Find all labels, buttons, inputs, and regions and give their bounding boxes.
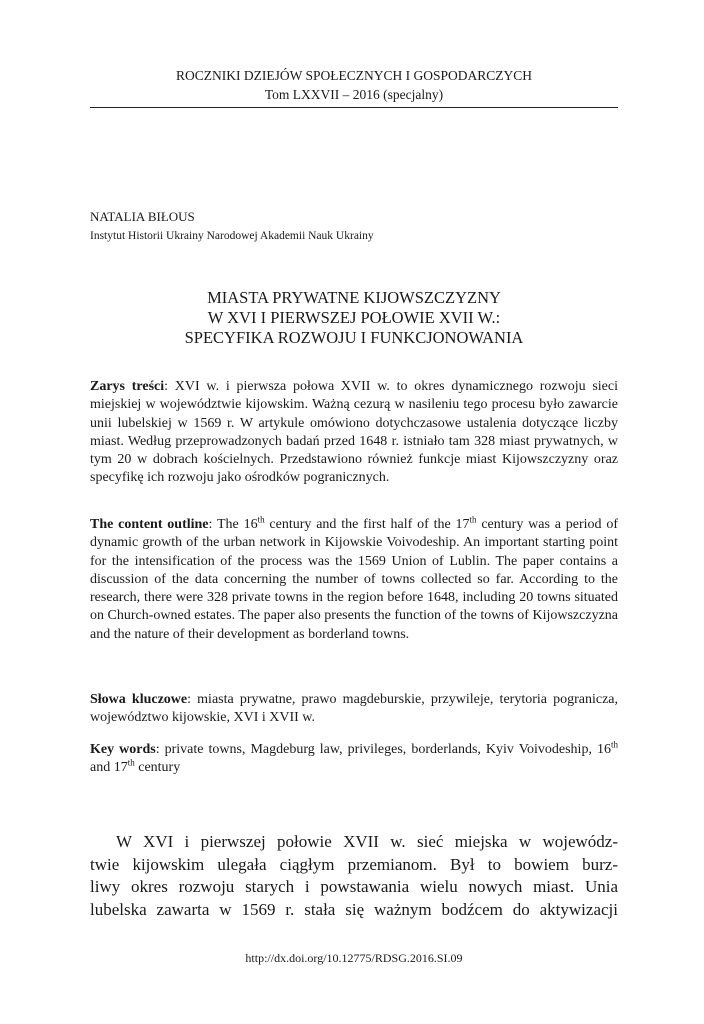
abstract-polish-label: Zarys treści <box>90 379 165 394</box>
title-line-1: MIASTA PRYWATNE KIJOWSZCZYZNY <box>207 288 501 307</box>
abstract-english-text: : The 16 <box>208 517 258 532</box>
author-affiliation: Instytut Historii Ukrainy Narodowej Akademii Nauk Ukrainy <box>90 230 374 242</box>
abstract-english-text: century was a period of dynamic growth of the urban network in Kijowskie Voivodeship. An important starting point for the intensification of the process was the 1569 Union of Lublin. The paper contains a discussion of the data concerning the number of towns collected so far. According to the research, there were 328 private towns in the region before 1648, including 20 towns situated on Church-owned estates. The paper also presents the function of the towns of Kijowszczyzna and the nature of their development as borderland towns. <box>90 517 619 642</box>
doi-link[interactable]: http://dx.doi.org/10.12775/RDSG.2016.SI.09 <box>245 951 463 965</box>
keywords-polish <box>90 691 618 728</box>
body-line: lubelska zawarta w 1569 r. stała się ważnym bodźcem do aktywizacji <box>90 899 618 919</box>
abstract-polish <box>90 378 618 488</box>
volume-info: Tom LXXVII – 2016 (specjalny) <box>264 87 444 102</box>
superscript: th <box>469 514 477 525</box>
keywords-polish-text: : miasta prywatne, prawo magdeburskie, przywileje, terytoria pogranicza, województwo kijowskie, XVI i XVII w. <box>90 692 619 726</box>
abstract-english <box>90 516 618 644</box>
keywords-polish-label: Słowa kluczowe <box>90 692 188 707</box>
body-line: twie kijowskim ulegała ciągłym przemianom. Był to bowiem burz- <box>90 854 618 874</box>
keywords-english-text: and 17 <box>90 760 128 776</box>
superscript: th <box>257 514 265 525</box>
body-line: W XVI i pierwszej połowie XVII w. sieć miejska w wojewódz- <box>116 832 618 851</box>
author-name: NATALIA BIŁOUS <box>90 209 195 224</box>
title-line-3: SPECYFIKA ROZWOJU I FUNKCJONOWANIA <box>184 328 524 347</box>
keywords-english-label: Key words <box>90 742 156 757</box>
abstract-english-text: century and the first half of the 17 <box>264 517 470 532</box>
superscript: th <box>610 739 618 750</box>
article-title <box>90 288 618 348</box>
keywords-english <box>90 741 618 778</box>
journal-header <box>90 66 618 104</box>
keywords-english-text: : private towns, Magdeburg law, privileges, borderlands, Kyiv Voivodeship, 16 <box>155 742 611 757</box>
header-rule <box>90 107 618 108</box>
abstract-english-label: The content outline <box>90 517 209 532</box>
title-line-2: W XVI I PIERWSZEJ POŁOWIE XVII W.: <box>207 308 501 327</box>
body-paragraph <box>90 831 618 921</box>
superscript: th <box>127 757 135 768</box>
body-line: liwy okres rozwoju starych i powstawania wielu nowych miast. Unia <box>90 877 618 896</box>
journal-name: ROCZNIKI DZIEJÓW SPOŁECZNYCH I GOSPODARCZYCH <box>175 68 532 83</box>
abstract-polish-text: : XVI w. i pierwsza połowa XVII w. to okres dynamicznego rozwoju sieci miejskiej w województwie kijowskim. Ważną cezurą w nasileniu tego procesu było zawarcie unii lubelskiej w 1569 r. W artykule omówiono dotychczasowe ustalenia dotyczące liczby miast. Według przeprowadzonych badań przed 1648 r. istniało tam 328 miast prywatnych, w tym 20 w dobrach kościelnych. Przedstawiono również funkcje miast Kijowszczyzny oraz specyfikę ich rozwoju jako ośrodków pogranicznych. <box>90 379 618 486</box>
keywords-english-text: century <box>134 760 181 776</box>
